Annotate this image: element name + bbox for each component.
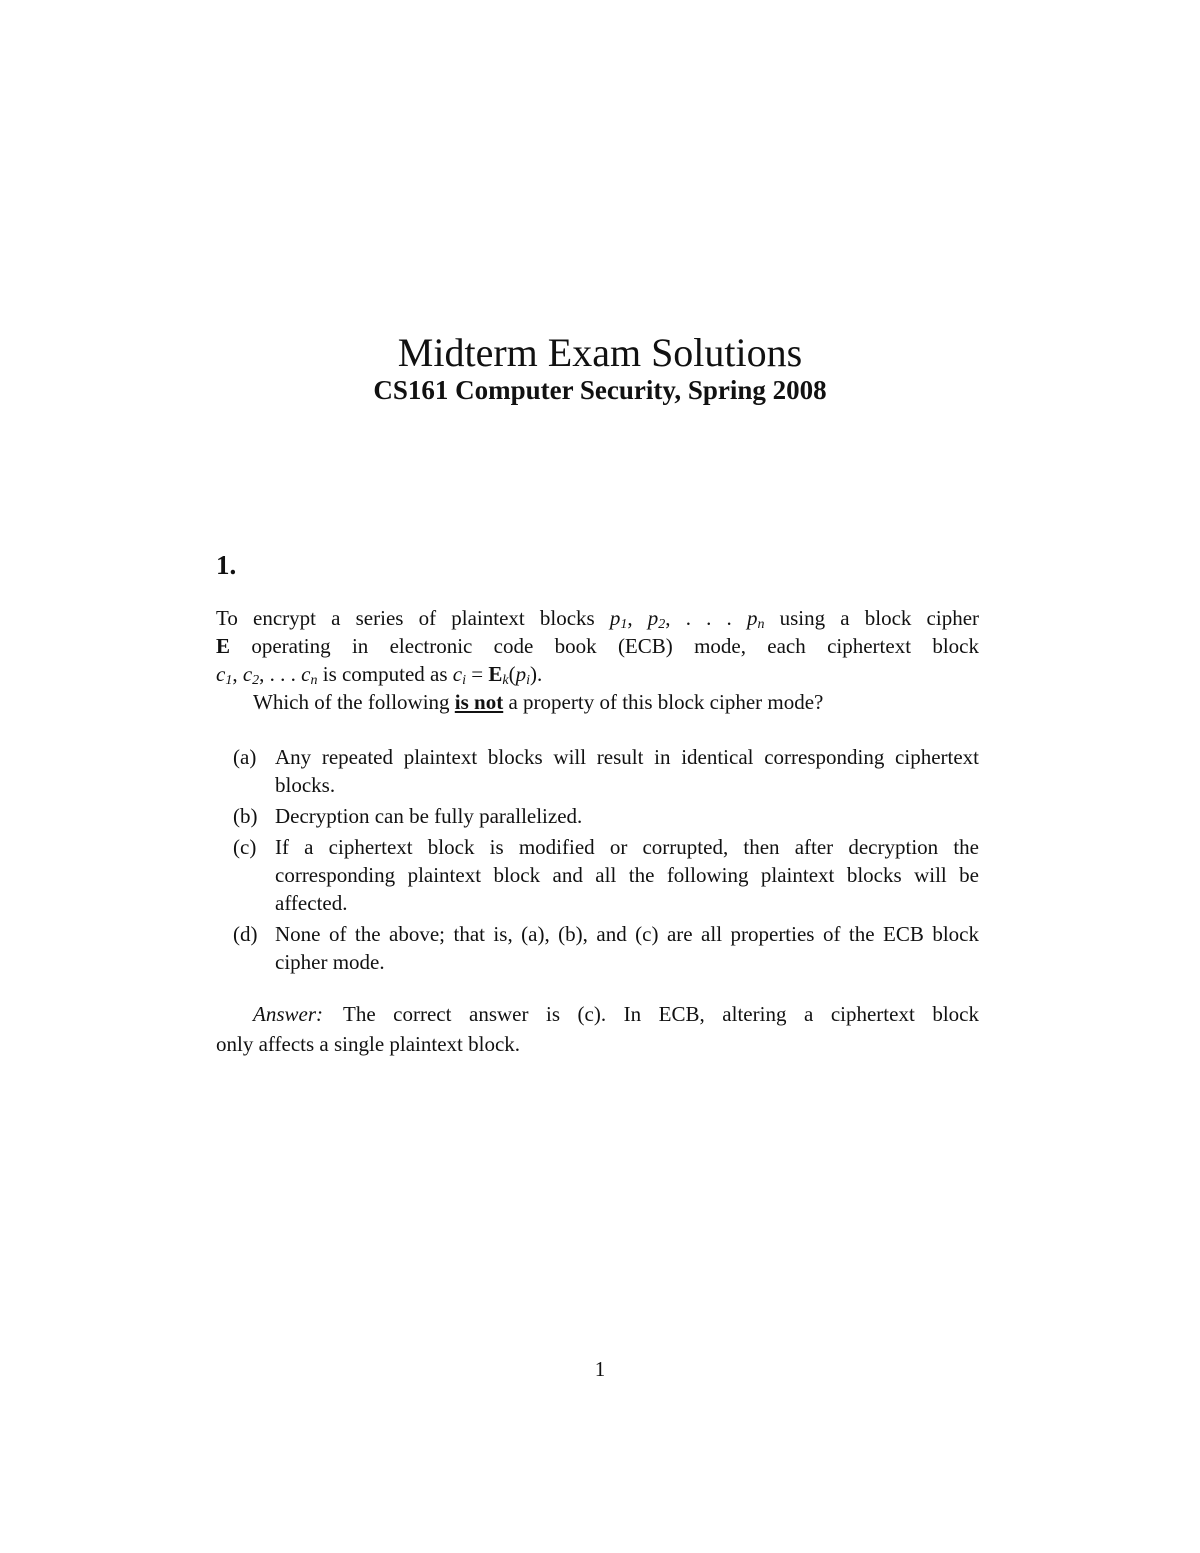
option-text: Any repeated plaintext blocks will result in identical corresponding ciphertext blocks. <box>275 745 979 797</box>
math-p2: $p_2$ <box>647 606 666 632</box>
math-equals: = <box>466 662 489 686</box>
prompt-text: a property of this block cipher mode? <box>503 690 824 714</box>
option-c <box>216 833 979 917</box>
question-intro <box>216 604 979 688</box>
math-E: E <box>216 634 231 658</box>
math-E-k: E <box>488 662 503 686</box>
math-p1: $p_1$ <box>609 606 628 632</box>
intro-dots: , . . . <box>259 662 302 686</box>
intro-dots: , . . . <box>665 606 747 630</box>
intro-line-1 <box>216 604 979 632</box>
math-k-sub: k <box>502 673 509 688</box>
intro-text: operating in electronic code book (ECB) mode, each ciphertext block <box>230 634 979 658</box>
prompt-emphasis: is not <box>454 690 504 714</box>
answer-section <box>216 999 979 1059</box>
question-number: 1. <box>216 550 237 580</box>
intro-line-3 <box>216 660 979 688</box>
paren-open: ( <box>508 662 516 686</box>
paren-close: ). <box>529 662 543 686</box>
math-cn: $c_n$ <box>301 662 318 688</box>
option-label: (d) <box>233 922 258 946</box>
option-label: (c) <box>233 835 257 859</box>
answer-line-2: only affects a single plaintext block. <box>216 1032 521 1056</box>
math-c1: $c_1$ <box>216 662 233 688</box>
option-a <box>216 743 979 799</box>
answer-text: The correct answer is (c). In ECB, altering a ciphertext block <box>343 1002 979 1026</box>
math-c2: $c_2$ <box>242 662 260 688</box>
page-number: 1 <box>594 1357 606 1381</box>
answer-line-1 <box>216 999 979 1029</box>
intro-text: is computed as <box>317 662 453 686</box>
math-pi: $p_i$ <box>515 662 530 688</box>
option-d <box>216 920 979 976</box>
answer-options <box>216 743 979 979</box>
option-label: (a) <box>233 745 257 769</box>
option-text: If a ciphertext block is modified or corrupted, then after decryption the corresponding plaintext block and all the following plaintext blocks will be affected. <box>275 835 979 915</box>
option-label: (b) <box>233 804 258 828</box>
answer-label: Answer: <box>253 1002 323 1026</box>
question-prompt <box>216 688 979 716</box>
page-title: Midterm Exam Solutions <box>397 330 803 375</box>
math-ci: $c_i$ <box>452 662 467 688</box>
option-text: Decryption can be fully parallelized. <box>275 804 583 828</box>
intro-text: using a block cipher <box>764 606 980 630</box>
page-subtitle: CS161 Computer Security, Spring 2008 <box>373 375 827 405</box>
intro-sep: , <box>232 662 243 686</box>
intro-sep: , <box>627 606 648 630</box>
math-pn: $p_n$ <box>746 606 765 632</box>
prompt-text: Which of the following <box>253 690 455 714</box>
option-b <box>216 802 979 830</box>
question-body <box>216 604 979 716</box>
option-text: None of the above; that is, (a), (b), and (c) are all properties of the ECB block cipher mode. <box>275 922 979 974</box>
intro-line-2 <box>216 632 979 660</box>
intro-text: To encrypt a series of plaintext blocks <box>216 606 610 630</box>
